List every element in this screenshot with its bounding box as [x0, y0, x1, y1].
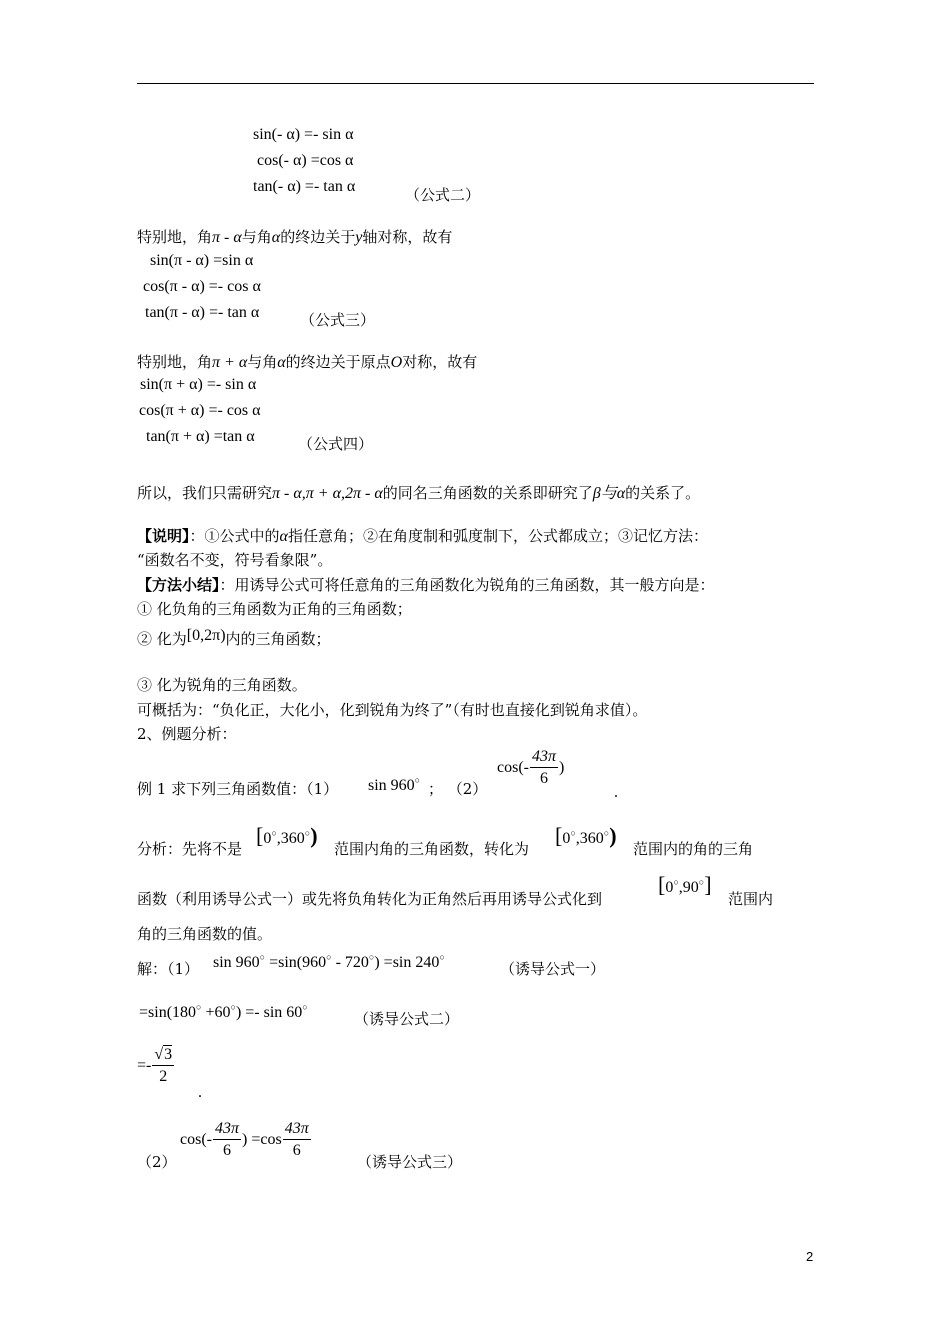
example1-q2: [497, 748, 564, 787]
analysis-range2-a: 0: [562, 830, 571, 847]
para3-y: y: [355, 229, 363, 246]
example1-end: .: [614, 784, 618, 801]
solution-step3-fraction: [152, 1046, 174, 1085]
para4-mid1: 与角: [247, 353, 278, 371]
summary-pre: 所以，我们只需研究: [137, 484, 273, 502]
solution-step2: =sin(180○ +60○) =- sin 60○: [139, 1002, 308, 1021]
para4-post: 对称，故有: [402, 353, 478, 371]
analysis-range2: [0○,360○): [555, 823, 617, 848]
method-step2-pre: ② 化为: [137, 630, 187, 648]
analysis-range2-b: ,360: [575, 830, 604, 847]
summary-post: 的关系了。: [625, 484, 701, 502]
analysis-post1: 范围内的角的三角: [633, 840, 754, 858]
note-line2: “函数名不变，符号看象限”。: [137, 551, 333, 569]
solution-step2-tag: （诱导公式二）: [354, 1010, 460, 1028]
solution-part2-tag: （诱导公式三）: [357, 1153, 463, 1171]
para4-origin: O: [390, 354, 403, 371]
solution-step1-a: sin 960: [213, 954, 260, 971]
solution-step3-end: .: [198, 1084, 202, 1101]
solution-step3-num: √3: [152, 1046, 174, 1066]
method: [137, 578, 715, 593]
analysis-range1-b: ,360: [276, 830, 305, 847]
para4-expr: π + α: [212, 354, 248, 371]
solution-part2: [180, 1120, 312, 1159]
summary: [137, 486, 700, 502]
solution-part2-fraction1: $\frac{43\pi}{6}$: [214, 1120, 239, 1159]
example1-q2-post: ): [559, 758, 565, 776]
note-pre: ：①公式中的: [189, 527, 280, 545]
solution-step3-den: 2: [159, 1067, 168, 1085]
summary-beta-alpha: β与α: [592, 485, 626, 502]
solution-step1-b: =sin(960: [265, 954, 327, 971]
formula4-cos: cos(π + α) =- cos α: [139, 402, 261, 419]
formula3-cos: cos(π - α) =- cos α: [143, 278, 261, 295]
example1-q1: sin 960○: [368, 775, 421, 794]
example1-q2-den: 6: [539, 769, 548, 787]
method-step3: ③ 化为锐角的三角函数。: [137, 676, 307, 694]
analysis-line2-pre: 函数（利用诱导公式一）或先将负角转化为正角然后再用诱导公式化到: [137, 890, 603, 908]
para3-mid2: 的终边关于: [280, 228, 356, 246]
formula2-sin: sin(- α) =- sin α: [253, 126, 354, 143]
solution-step1-tag: （诱导公式一）: [500, 960, 606, 978]
para4: [137, 355, 477, 371]
solution-step1: sin 960○ =sin(960○ - 720○) =sin 240○: [213, 952, 445, 971]
solution-step3-pre: =-: [137, 1056, 152, 1074]
para3-post: 轴对称，故有: [362, 228, 453, 246]
solution-step2-b: +60: [201, 1004, 231, 1021]
solution-step2-c: ) =- sin 60: [235, 1004, 303, 1021]
method-step2: [137, 628, 331, 647]
para4-mid2: 的终边关于原点: [285, 353, 391, 371]
solution-part2-fraction2: $\frac{43\pi}{6}$: [284, 1120, 309, 1159]
note-heading: 【说明】: [137, 527, 190, 545]
solution-part2-pre: cos(-: [180, 1130, 212, 1148]
method-body: ：用诱导公式可将任意角的三角函数化为锐角的三角函数，其一般方向是：: [219, 576, 715, 594]
note: [137, 529, 708, 545]
analysis-range3: [0○,90○]: [658, 872, 712, 897]
method-step2-post: 内的三角函数；: [225, 630, 331, 648]
para4-alpha: α: [277, 354, 286, 371]
formula3-label: （公式三）: [300, 311, 376, 329]
method-step1: ① 化负角的三角函数为正角的三角函数；: [137, 600, 412, 618]
solution-step1-d: ) =sin 240: [374, 954, 440, 971]
analysis-line3: 角的三角函数的值。: [137, 925, 273, 943]
method-step2-interval: [0,2π): [186, 627, 226, 644]
para3-expr: π - α: [212, 229, 242, 246]
formula3-sin: sin(π - α) =sin α: [150, 252, 254, 269]
summary-expr: π - α,π + α,2π - α: [272, 485, 383, 502]
example1-pre: 例 1 求下列三角函数值：（1）: [137, 780, 339, 798]
formula4-label: （公式四）: [298, 435, 374, 453]
solution-label: 解：（1）: [137, 960, 200, 978]
solution-part2-label: （2）: [137, 1153, 177, 1171]
page-number: 2: [806, 1249, 814, 1264]
para3-pre: 特别地，角: [137, 228, 213, 246]
example1-sep: ； （2）: [428, 780, 488, 798]
analysis-line2-post: 范围内: [728, 890, 774, 908]
formula4-tan: tan(π + α) =tan α: [146, 428, 255, 445]
note-alpha: α: [279, 528, 288, 545]
para3: [137, 230, 452, 246]
summary-mid: 的同名三角函数的关系即研究了: [382, 484, 593, 502]
analysis-range1: [0○,360○): [256, 823, 318, 848]
example1-q1-text: sin 960: [368, 777, 415, 794]
method-heading: 【方法小结】: [137, 576, 220, 594]
analysis-range3-b: ,90: [678, 879, 699, 896]
example1-q2-num: 43π: [530, 748, 558, 768]
analysis-range1-a: 0: [263, 830, 272, 847]
section-heading: 2、例题分析：: [137, 725, 237, 743]
solution-step1-c: - 720: [331, 954, 369, 971]
example1-q2-fraction: [530, 748, 558, 787]
analysis-pre: 分析：先将不是: [137, 840, 243, 858]
solution-step2-a: =sin(180: [139, 1004, 197, 1021]
formula3-tan: tan(π - α) =- tan α: [145, 304, 260, 321]
analysis-range3-a: 0: [665, 879, 674, 896]
example1-intro: [137, 782, 338, 797]
formula2-tan: tan(- α) =- tan α: [253, 178, 356, 195]
method-summary: 可概括为：“负化正，大化小，化到锐角为终了”（有时也直接化到锐角求值）。: [137, 701, 648, 719]
solution-part2-mid: ) =cos: [242, 1130, 282, 1148]
para3-mid1: 与角: [241, 228, 272, 246]
formula2-label: （公式二）: [405, 186, 481, 204]
formula4-sin: sin(π + α) =- sin α: [140, 376, 257, 393]
para4-pre: 特别地，角: [137, 353, 213, 371]
header-rule: [137, 83, 814, 84]
example1-q2-pre: cos(-: [497, 758, 529, 776]
solution-step3: [137, 1046, 175, 1085]
formula2-cos: cos(- α) =cos α: [257, 152, 354, 169]
para3-alpha: α: [271, 229, 281, 246]
note-post: 指任意角；②在角度制和弧度制下，公式都成立；③记忆方法：: [287, 527, 708, 545]
analysis-mid1: 范围内角的三角函数，转化为: [334, 840, 530, 858]
